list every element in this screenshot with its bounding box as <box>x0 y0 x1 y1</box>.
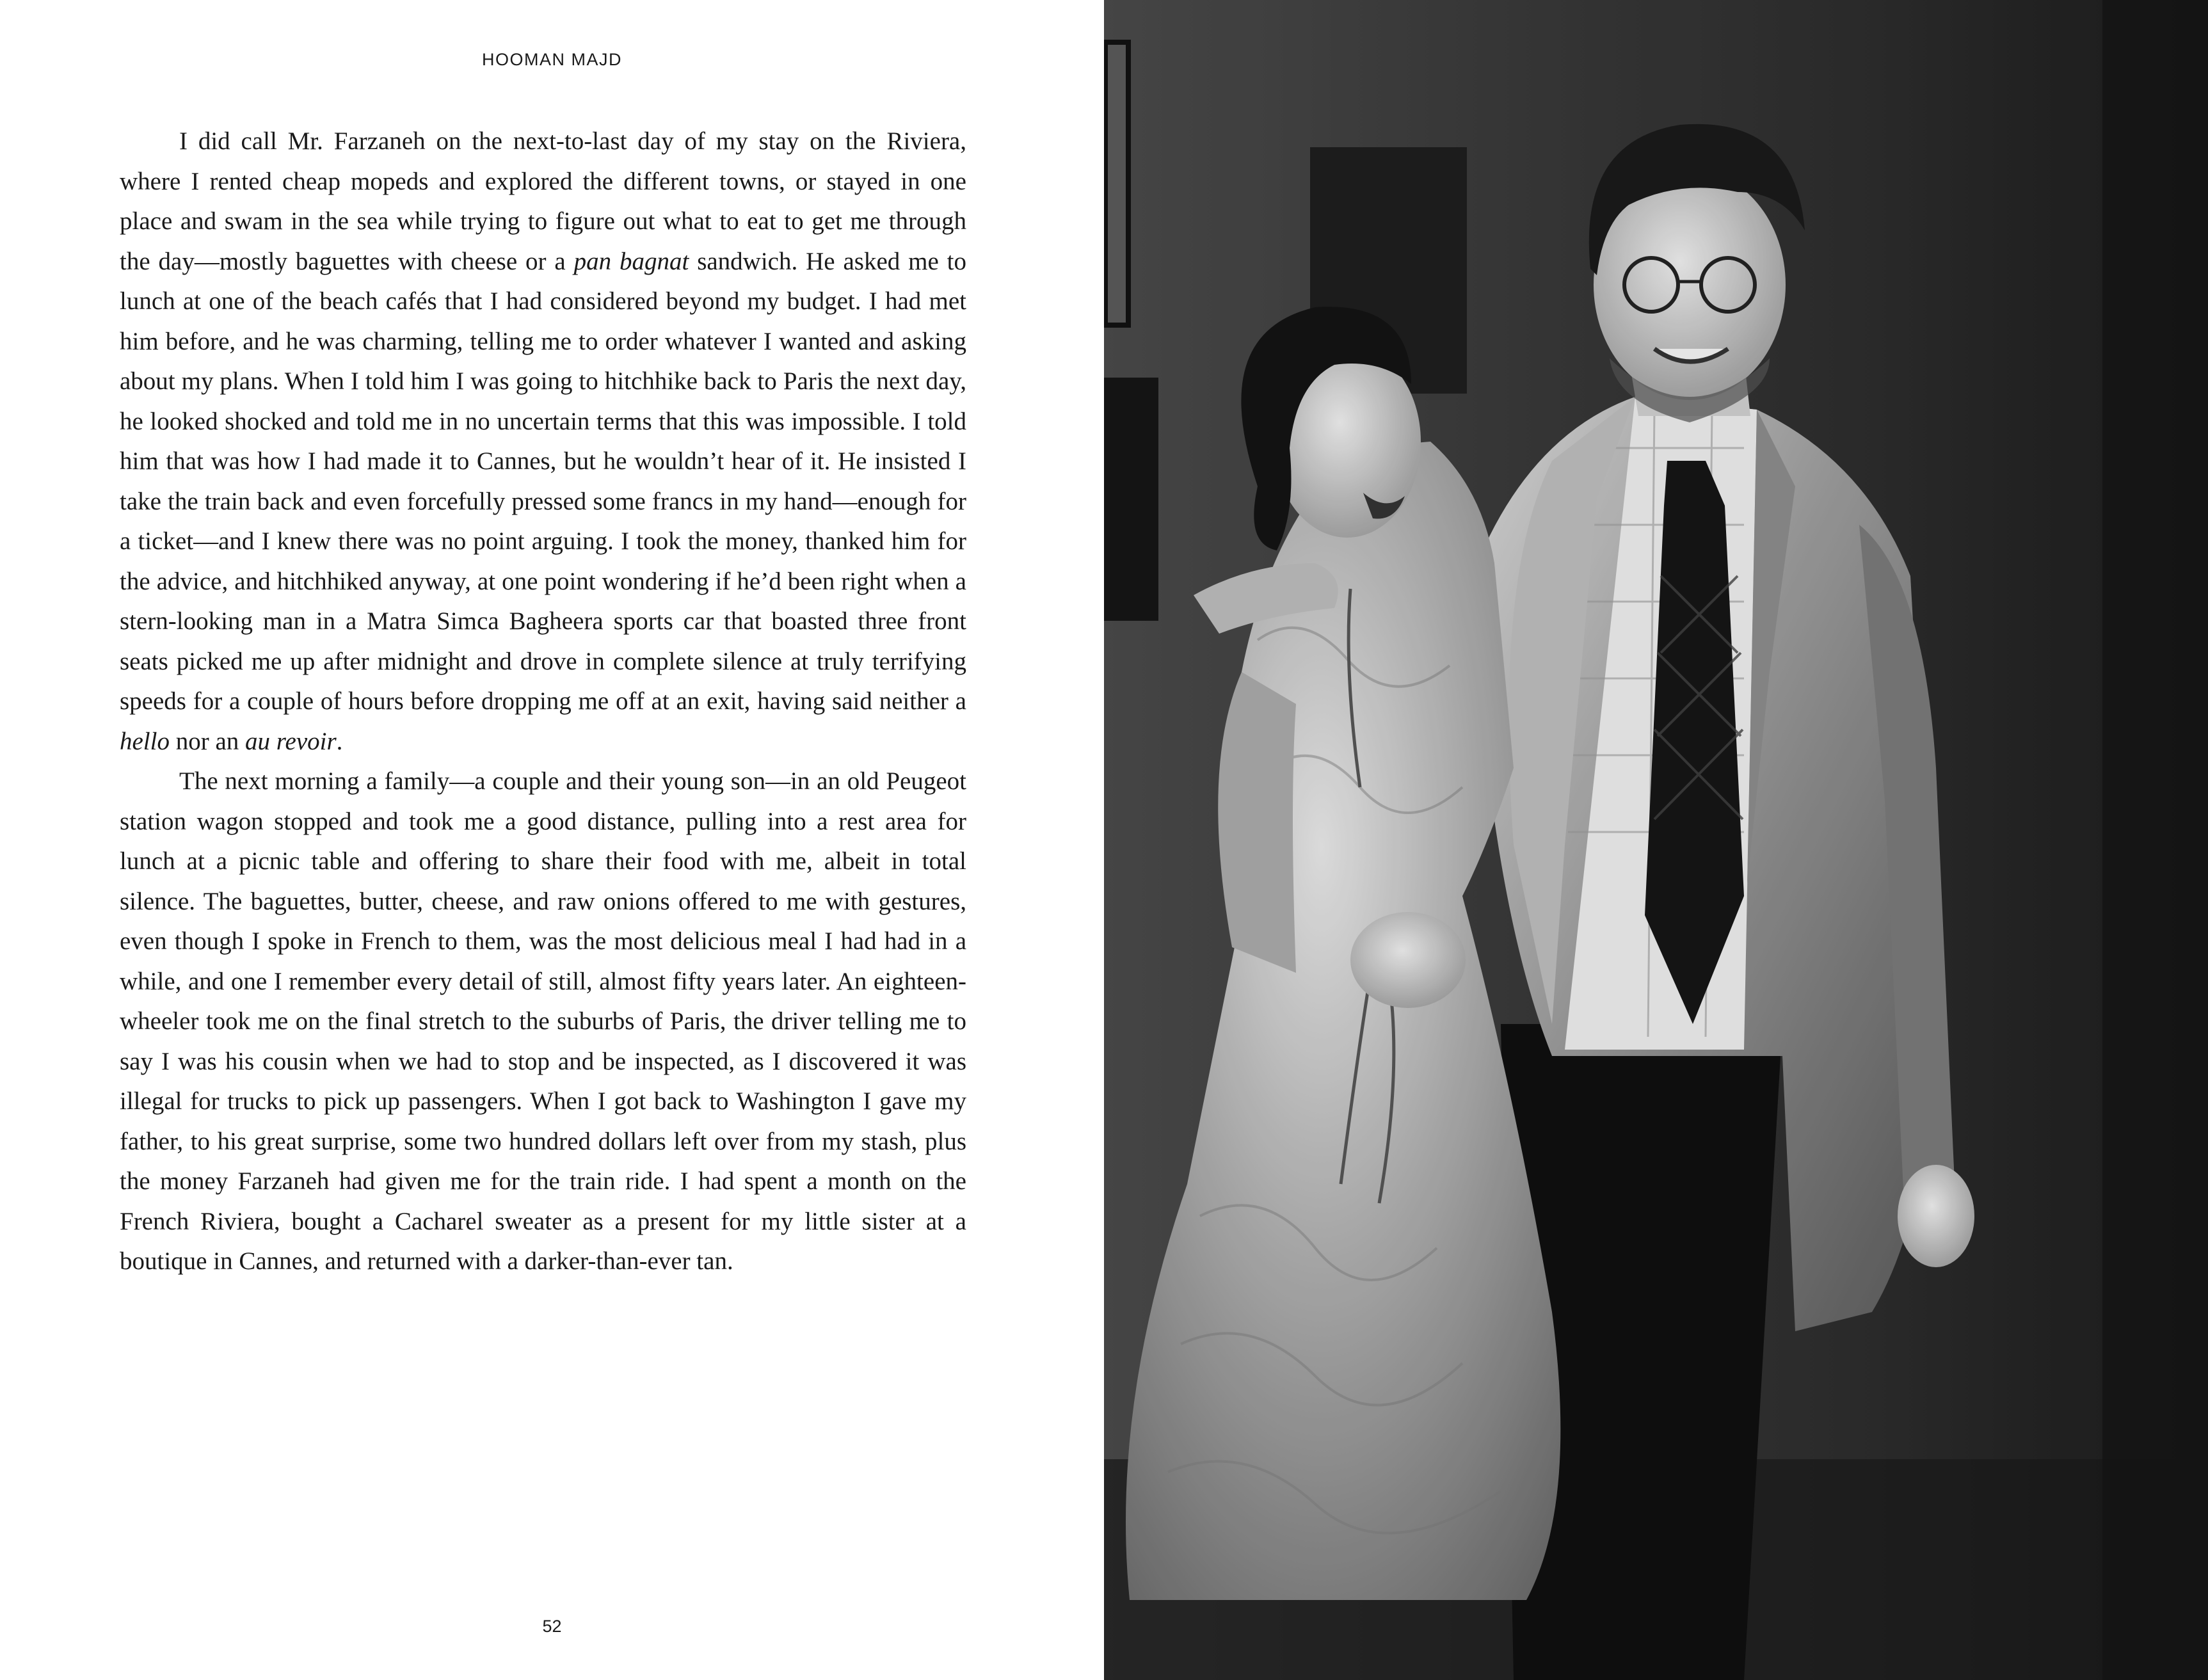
text-run: nor an <box>169 727 246 755</box>
text-run: . <box>336 727 343 755</box>
page-number: 52 <box>542 1617 562 1636</box>
body-text <box>120 122 966 1282</box>
italic-phrase: au revoir <box>245 727 337 755</box>
photo-page <box>1104 0 2208 1680</box>
photograph <box>1104 0 2208 1680</box>
text-run: The next morning a family—a couple and their young son—in an old Peugeot station wagon stopped and took me a good distance, pulling into a rest area for lunch at a picnic table and offering to share their food with me, albeit in total silence. The baguettes, butter, cheese, and raw onions offered to me with gestures, even though I spoke in French to them, was the most delicious meal I had had in a while, and one I remember every detail of still, almost fifty years later. An eighteen-wheeler took me on the final stretch to the suburbs of Paris, the driver telling me to say I was his cousin when we had to stop and be inspected, as I discovered it was illegal for trucks to pick up passengers. When I got back to Washington I gave my father, to his great surprise, some two hundred dollars left over from my stash, plus the money Farzaneh had given me for the train ride. I had spent a month on the French Riviera, bought a Cacharel sweater as a present for my little sister at a boutique in Cannes, and returned with a darker-than-ever tan. <box>120 767 966 1275</box>
italic-phrase: pan bagnat <box>573 247 689 275</box>
text-run: I did call Mr. Farzaneh on the next-to-last day of my stay on the Riviera, where I rented cheap mopeds and explored the different towns, or stayed in one place and swam in the sea while trying to figure out what to eat to get me through the day—mostly baguettes with cheese or a <box>120 127 966 275</box>
body-paragraph <box>120 122 966 762</box>
italic-phrase: hello <box>120 727 170 755</box>
text-run: sandwich. He asked me to lunch at one of the beach cafés that I had considered beyond my budget. I had met him before, and he was charming, telling me to order whatever I wanted and asking about my plans. When I told him I was going to hitchhike back to Paris the next day, he looked shocked and told me in no uncertain terms that this was impossible. I told him that was how I had made it to Cannes, but he wouldn’t hear of it. He insisted I take the train back and even forcefully pressed some francs in my hand—enough for a ticket—and I knew there was no point arguing. I took the money, thanked him for the advice, and hitchhiked anyway, at one point wondering if he’d been right when a stern-looking man in a Matra Simca Bagheera sports car that boasted three front seats picked me up after midnight and drove in complete silence at truly terrifying speeds for a couple of hours before dropping me off at an exit, having said neither a <box>120 247 966 715</box>
body-paragraph <box>120 762 966 1282</box>
running-head: HOOMAN MAJD <box>482 50 622 69</box>
